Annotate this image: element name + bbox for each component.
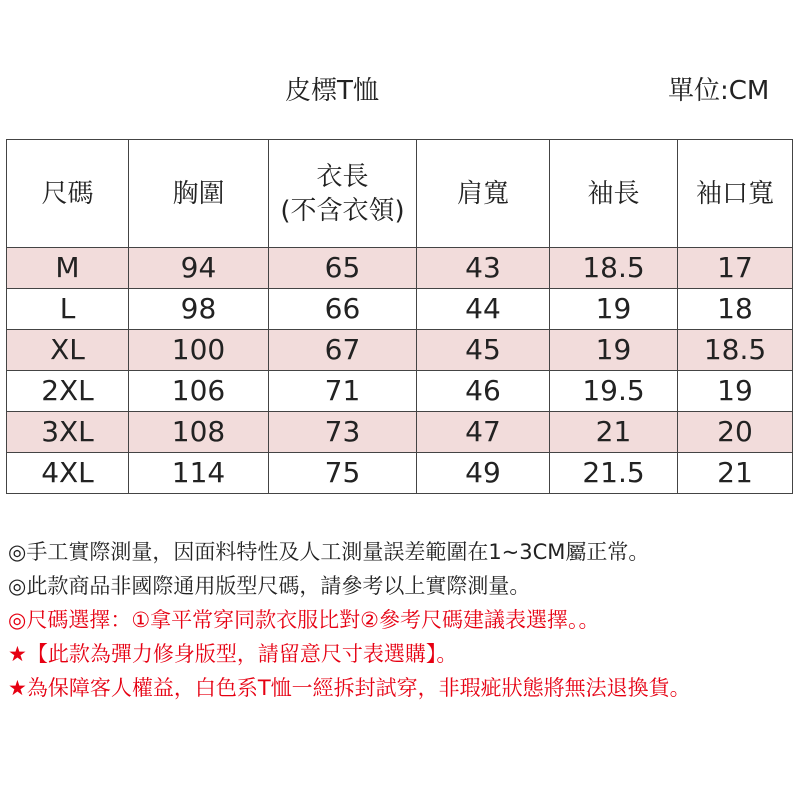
header-cuff: 袖口寬 bbox=[678, 140, 793, 248]
table-cell: 18.5 bbox=[678, 330, 793, 371]
table-cell: 108 bbox=[129, 412, 269, 453]
table-row bbox=[7, 248, 793, 289]
table-cell: 47 bbox=[417, 412, 550, 453]
table-row bbox=[7, 412, 793, 453]
table-row bbox=[7, 289, 793, 330]
table-cell: 94 bbox=[129, 248, 269, 289]
table-cell: 106 bbox=[129, 371, 269, 412]
note-line: ◎此款商品非國際通用版型尺碼，請參考以上實際測量。 bbox=[8, 574, 531, 598]
table-cell: 49 bbox=[417, 453, 550, 494]
unit-label: 單位:CM bbox=[668, 76, 770, 106]
table-cell: 66 bbox=[269, 289, 417, 330]
header-chest: 胸圍 bbox=[129, 140, 269, 248]
table-cell: 3XL bbox=[7, 412, 129, 453]
table-cell: 19 bbox=[550, 330, 678, 371]
header-length bbox=[269, 140, 417, 248]
table-cell: 71 bbox=[269, 371, 417, 412]
table-cell: 100 bbox=[129, 330, 269, 371]
product-title: 皮標T恤 bbox=[285, 76, 379, 106]
table-body bbox=[7, 248, 793, 494]
table-cell: 67 bbox=[269, 330, 417, 371]
header-size: 尺碼 bbox=[7, 140, 129, 248]
table-cell: 19 bbox=[550, 289, 678, 330]
table-cell: 19.5 bbox=[550, 371, 678, 412]
table-cell: 75 bbox=[269, 453, 417, 494]
header-sleeve: 袖長 bbox=[550, 140, 678, 248]
note-line: ★【此款為彈力修身版型，請留意尺寸表選購】。 bbox=[8, 642, 458, 666]
table-cell: 2XL bbox=[7, 371, 129, 412]
table-cell: L bbox=[7, 289, 129, 330]
note-line: ★為保障客人權益，白色系T恤一經拆封試穿，非瑕疵狀態將無法退換貨。 bbox=[8, 676, 691, 700]
note-line: ◎尺碼選擇：①拿平常穿同款衣服比對②參考尺碼建議表選擇。。 bbox=[8, 608, 600, 632]
table-cell: XL bbox=[7, 330, 129, 371]
table-cell: 73 bbox=[269, 412, 417, 453]
table-cell: 4XL bbox=[7, 453, 129, 494]
table-cell: 18 bbox=[678, 289, 793, 330]
table-cell: 45 bbox=[417, 330, 550, 371]
notes-section bbox=[8, 535, 793, 705]
table-cell: 21 bbox=[550, 412, 678, 453]
table-cell: 18.5 bbox=[550, 248, 678, 289]
table-cell: 46 bbox=[417, 371, 550, 412]
table-cell: 17 bbox=[678, 248, 793, 289]
size-table bbox=[6, 139, 793, 494]
table-row bbox=[7, 371, 793, 412]
table-cell: 20 bbox=[678, 412, 793, 453]
table-cell: 44 bbox=[417, 289, 550, 330]
table-cell: 21 bbox=[678, 453, 793, 494]
table-cell: 65 bbox=[269, 248, 417, 289]
table-cell: 19 bbox=[678, 371, 793, 412]
table-cell: 114 bbox=[129, 453, 269, 494]
note-line: ◎手工實際測量，因面料特性及人工測量誤差範圍在1~3CM屬正常。 bbox=[8, 540, 650, 564]
table-header-row bbox=[7, 140, 793, 248]
table-row bbox=[7, 330, 793, 371]
table-cell: 21.5 bbox=[550, 453, 678, 494]
table-cell: 98 bbox=[129, 289, 269, 330]
table-cell: 43 bbox=[417, 248, 550, 289]
table-cell: M bbox=[7, 248, 129, 289]
header-length-text: 衣長 (不含衣領) bbox=[280, 161, 405, 226]
table-row bbox=[7, 453, 793, 494]
header-shoulder: 肩寬 bbox=[417, 140, 550, 248]
